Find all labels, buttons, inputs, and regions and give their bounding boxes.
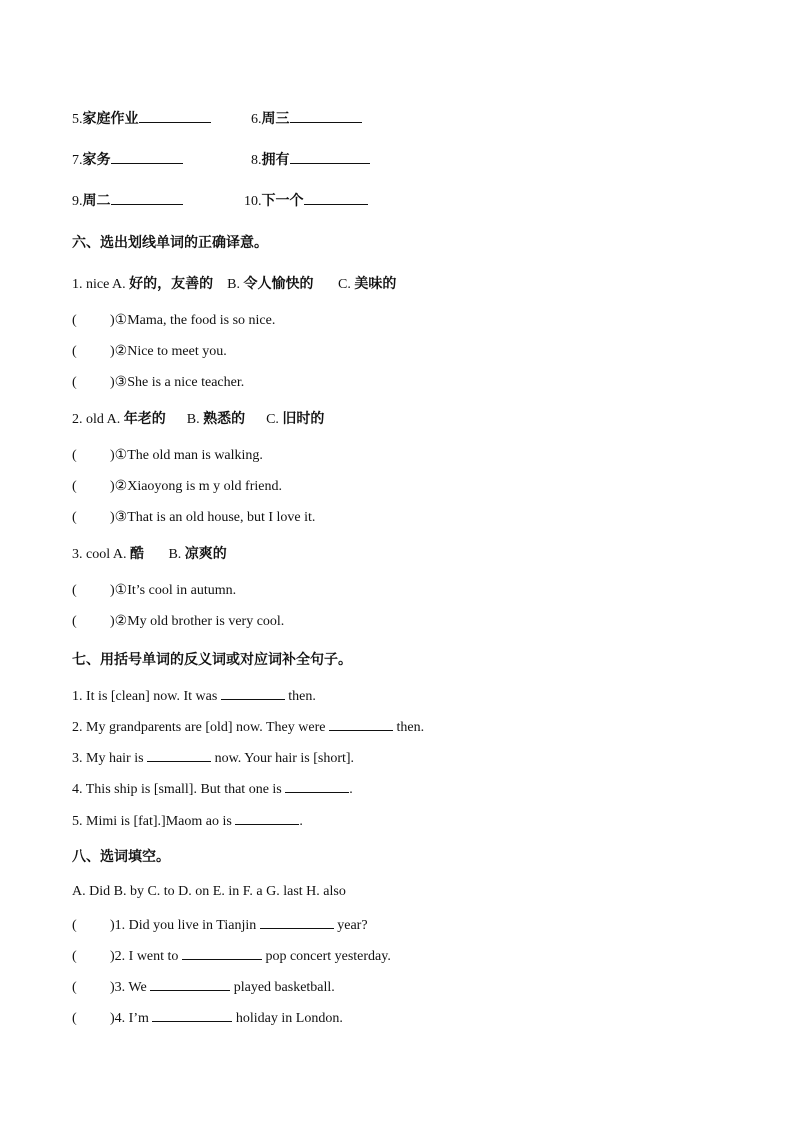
vocab-row-3b [244,191,368,211]
answer-blank[interactable] [139,109,211,123]
sentence-start: )3. We [110,980,151,995]
answer-blank[interactable] [290,150,370,164]
question-prompt: 1. nice A. [72,277,126,292]
sentence: ②My old brother is very cool. [114,614,285,629]
option-c-letter: C. [338,277,351,292]
section7-heading: 七、用括号单词的反义词或对应词补全句子。 [72,652,352,668]
section8-line-2 [72,946,391,966]
paren-close: ) [110,375,115,390]
section6-q1-prompt [72,275,396,294]
answer-blank[interactable] [285,779,349,793]
answer-blank[interactable] [235,811,299,825]
answer-blank[interactable] [304,191,368,205]
option-b-letter: B. [227,277,240,292]
answer-paren[interactable]: ( [72,448,77,463]
section6-q2-item1 [72,447,263,465]
answer-blank[interactable] [111,191,183,205]
section7-line-4 [72,779,353,799]
sentence-start: 4. This ship is [small]. But that one is [72,782,286,797]
sentence: ①Mama, the food is so nice. [114,313,276,328]
sentence-start: 2. My grandparents are [old] now. They were [72,720,329,735]
sentence-end: then. [284,689,316,704]
answer-blank[interactable] [260,915,334,929]
item-number: 7. [72,153,83,168]
section7-line-2 [72,717,424,737]
option-b-letter: B. [186,412,200,427]
section7-line-1 [72,686,316,706]
sentence-end: holiday in London. [232,1011,343,1026]
section6-q2-prompt [72,410,324,429]
item-number: 5. [72,112,83,127]
chinese-word: 家务 [82,152,111,168]
sentence-start: 1. It is [clean] now. It was [72,689,221,704]
section8-line-1 [72,915,368,935]
paren-close: ) [110,614,115,629]
sentence-end: now. Your hair is [short]. [211,751,355,766]
sentence: ③She is a nice teacher. [114,375,245,390]
answer-blank[interactable] [147,748,211,762]
sentence-end: year? [333,918,368,933]
answer-blank[interactable] [152,1008,232,1022]
chinese-word: 下一个 [261,193,304,209]
vocab-row-2 [72,150,183,170]
answer-blank[interactable] [111,150,183,164]
sentence-start: )4. I’m [110,1011,153,1026]
option-b-letter: B. [168,547,182,562]
paren-close: ) [110,313,115,328]
sentence-start: )1. Did you live in Tianjin [110,918,260,933]
sentence: ②Nice to meet you. [114,344,227,359]
section6-q3-prompt [72,545,227,564]
answer-blank[interactable] [290,109,362,123]
answer-blank[interactable] [182,946,262,960]
section6-heading: 六、选出划线单词的正确译意。 [72,235,268,251]
sentence: ①It’s cool in autumn. [114,583,237,598]
chinese-word: 家庭作业 [82,111,139,127]
sentence: ②Xiaoyong is m y old friend. [114,479,282,494]
answer-paren[interactable]: ( [72,583,77,598]
vocab-row-1 [72,109,211,129]
section7-line-3 [72,748,354,768]
sentence-start: 3. My hair is [72,751,148,766]
option-c-text: 旧时的 [282,411,325,427]
answer-paren[interactable]: ( [72,980,77,995]
question-prompt: 2. old A. [72,412,121,427]
option-a-text: 酷 [129,546,144,562]
answer-paren[interactable]: ( [72,1011,77,1026]
paren-close: ) [110,448,115,463]
option-c-letter: C. [266,412,279,427]
answer-paren[interactable]: ( [72,949,77,964]
section6-q2-item2 [72,478,282,496]
section7-line-5 [72,811,303,831]
sentence-end: . [349,782,353,797]
chinese-word: 周二 [82,193,111,209]
option-a-text: 好的，友善的 [129,276,214,292]
question-prompt: 3. cool A. [72,547,127,562]
answer-paren[interactable]: ( [72,344,77,359]
item-number: 9. [72,194,83,209]
sentence-end: then. [392,720,425,735]
option-c-text: 美味的 [354,276,397,292]
item-number: 8. [251,153,262,168]
sentence-start: )2. I went to [110,949,182,964]
answer-paren[interactable]: ( [72,510,77,525]
sentence-end: played basketball. [230,980,335,995]
vocab-row-3 [72,191,183,211]
item-number: 6. [251,112,262,127]
section6-q3-item2 [72,613,284,631]
section6-q3-item1 [72,582,236,600]
vocab-row-1b [251,109,362,129]
sentence-end: . [299,814,303,829]
answer-blank[interactable] [329,717,393,731]
section8-options: A. Did B. by C. to D. on E. in F. a G. last H. also [72,884,346,899]
sentence-start: 5. Mimi is [fat].]Maom ao is [72,814,236,829]
option-b-text: 凉爽的 [184,546,227,562]
answer-paren[interactable]: ( [72,313,77,328]
vocab-row-2b [251,150,370,170]
answer-paren[interactable]: ( [72,614,77,629]
option-a-text: 年老的 [123,411,166,427]
answer-blank[interactable] [221,686,285,700]
paren-close: ) [110,510,115,525]
section6-q2-item3 [72,509,315,527]
paren-close: ) [110,583,115,598]
answer-paren[interactable]: ( [72,375,77,390]
chinese-word: 拥有 [261,152,290,168]
section6-q1-item2 [72,343,227,361]
sentence: ①The old man is walking. [114,448,263,463]
option-b-text: 熟悉的 [203,411,246,427]
answer-paren[interactable]: ( [72,479,77,494]
section8-heading: 八、选词填空。 [72,849,170,865]
item-number: 10. [244,194,262,209]
chinese-word: 周三 [261,111,290,127]
section8-line-4 [72,1008,343,1028]
sentence: ③That is an old house, but I love it. [114,510,316,525]
paren-close: ) [110,344,115,359]
answer-paren[interactable]: ( [72,918,77,933]
section6-q1-item3 [72,374,244,392]
option-b-text: 令人愉快的 [243,276,314,292]
section8-line-3 [72,977,335,997]
sentence-end: pop concert yesterday. [261,949,391,964]
answer-blank[interactable] [150,977,230,991]
section6-q1-item1 [72,312,275,330]
paren-close: ) [110,479,115,494]
